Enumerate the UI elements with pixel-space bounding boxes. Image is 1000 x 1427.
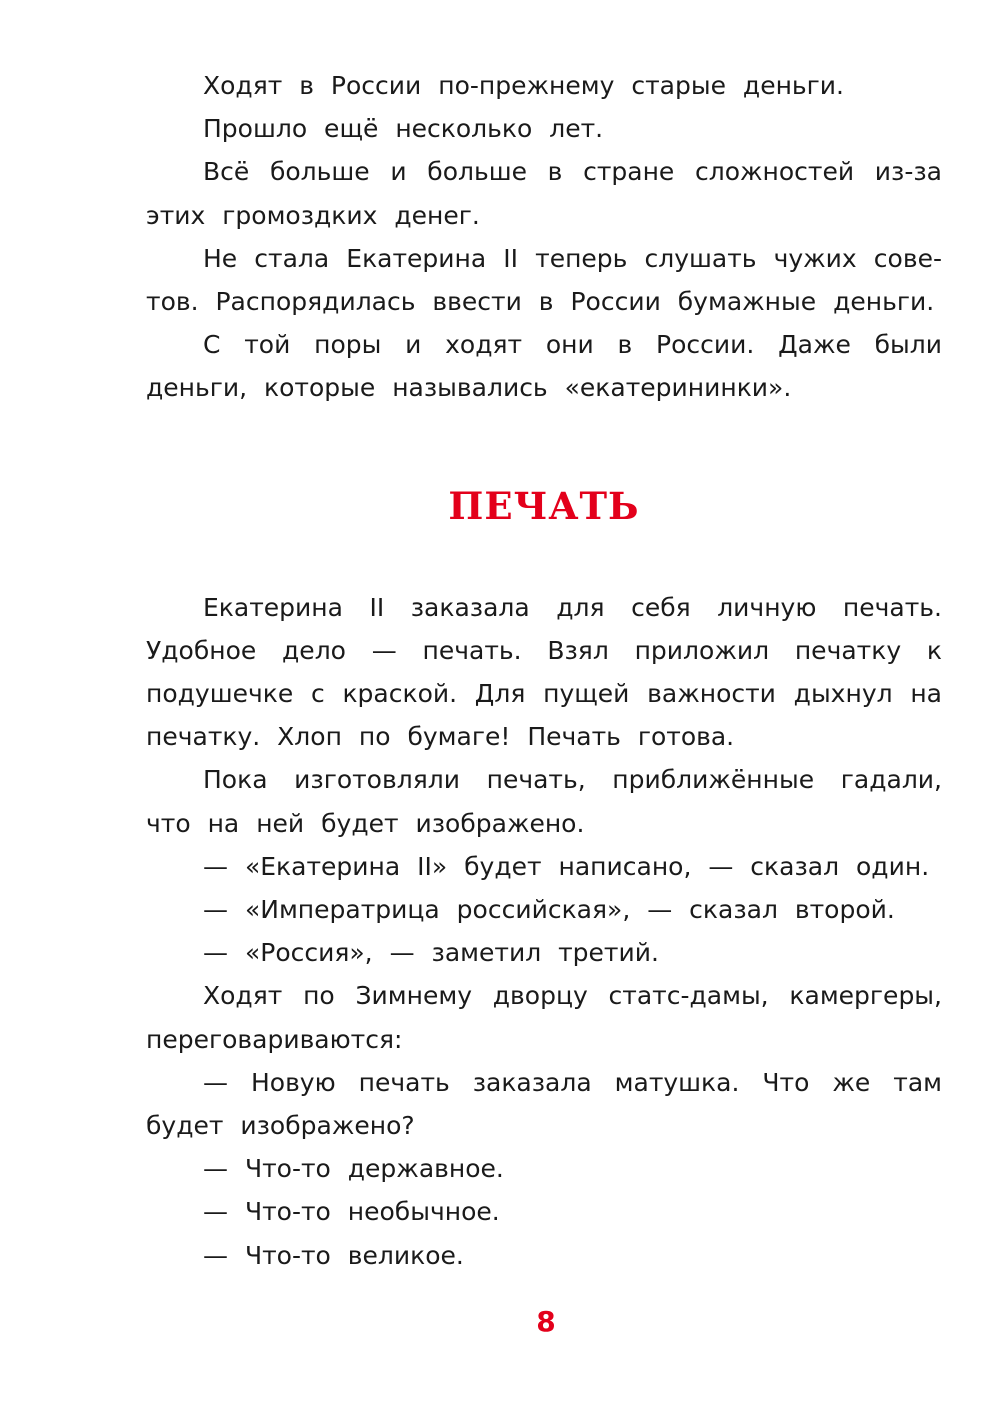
paragraph: Пока изготовляли печать, приближённые гадали, что на ней будет изображено. — [146, 765, 942, 838]
dialogue-line: — Что-то великое. — [203, 1240, 464, 1270]
dialogue-line: — Что-то державное. — [203, 1154, 504, 1184]
dialogue-line: — «Императрица российская», — сказал второй. — [203, 895, 895, 925]
dialogue-line: — Что-то необычное. — [203, 1197, 500, 1227]
dialogue-line: — Новую печать заказала матушка. Что же там будет изображено? — [146, 1067, 942, 1141]
paragraph: Ходят по Зимнему дворцу статс-дамы, камергеры, переговариваются: — [146, 981, 942, 1054]
chapter-title: ПЕЧАТЬ — [448, 483, 640, 528]
page-body — [146, 64, 942, 1277]
paragraph: Ходят в России по-прежнему старые деньги. — [203, 71, 844, 100]
paragraph: Екатерина II заказала для себя личную печать. Удобное дело — печать. Взял приложил печатку к подушечке с краской. Для пущей важности дыхнул на печатку. Хлоп по бумаге! Печать готова. — [146, 592, 942, 752]
paragraph: Прошло ещё несколько лет. — [203, 114, 604, 144]
page-number: 8 — [536, 1305, 556, 1338]
dialogue-line: — «Россия», — заметил третий. — [203, 938, 659, 968]
paragraph: Всё больше и больше в стране сложностей из-за этих громоздких денег. — [146, 157, 942, 230]
paragraph: С той поры и ходят они в России. Даже были деньги, которые назывались «екатерининки». — [146, 330, 942, 403]
dialogue-line: — «Екатерина II» будет написано, — сказал один. — [203, 851, 930, 881]
paragraph: Не стала Екатерина II теперь слушать чужих советов. Распорядилась ввести в России бумажные деньги. — [146, 243, 942, 317]
